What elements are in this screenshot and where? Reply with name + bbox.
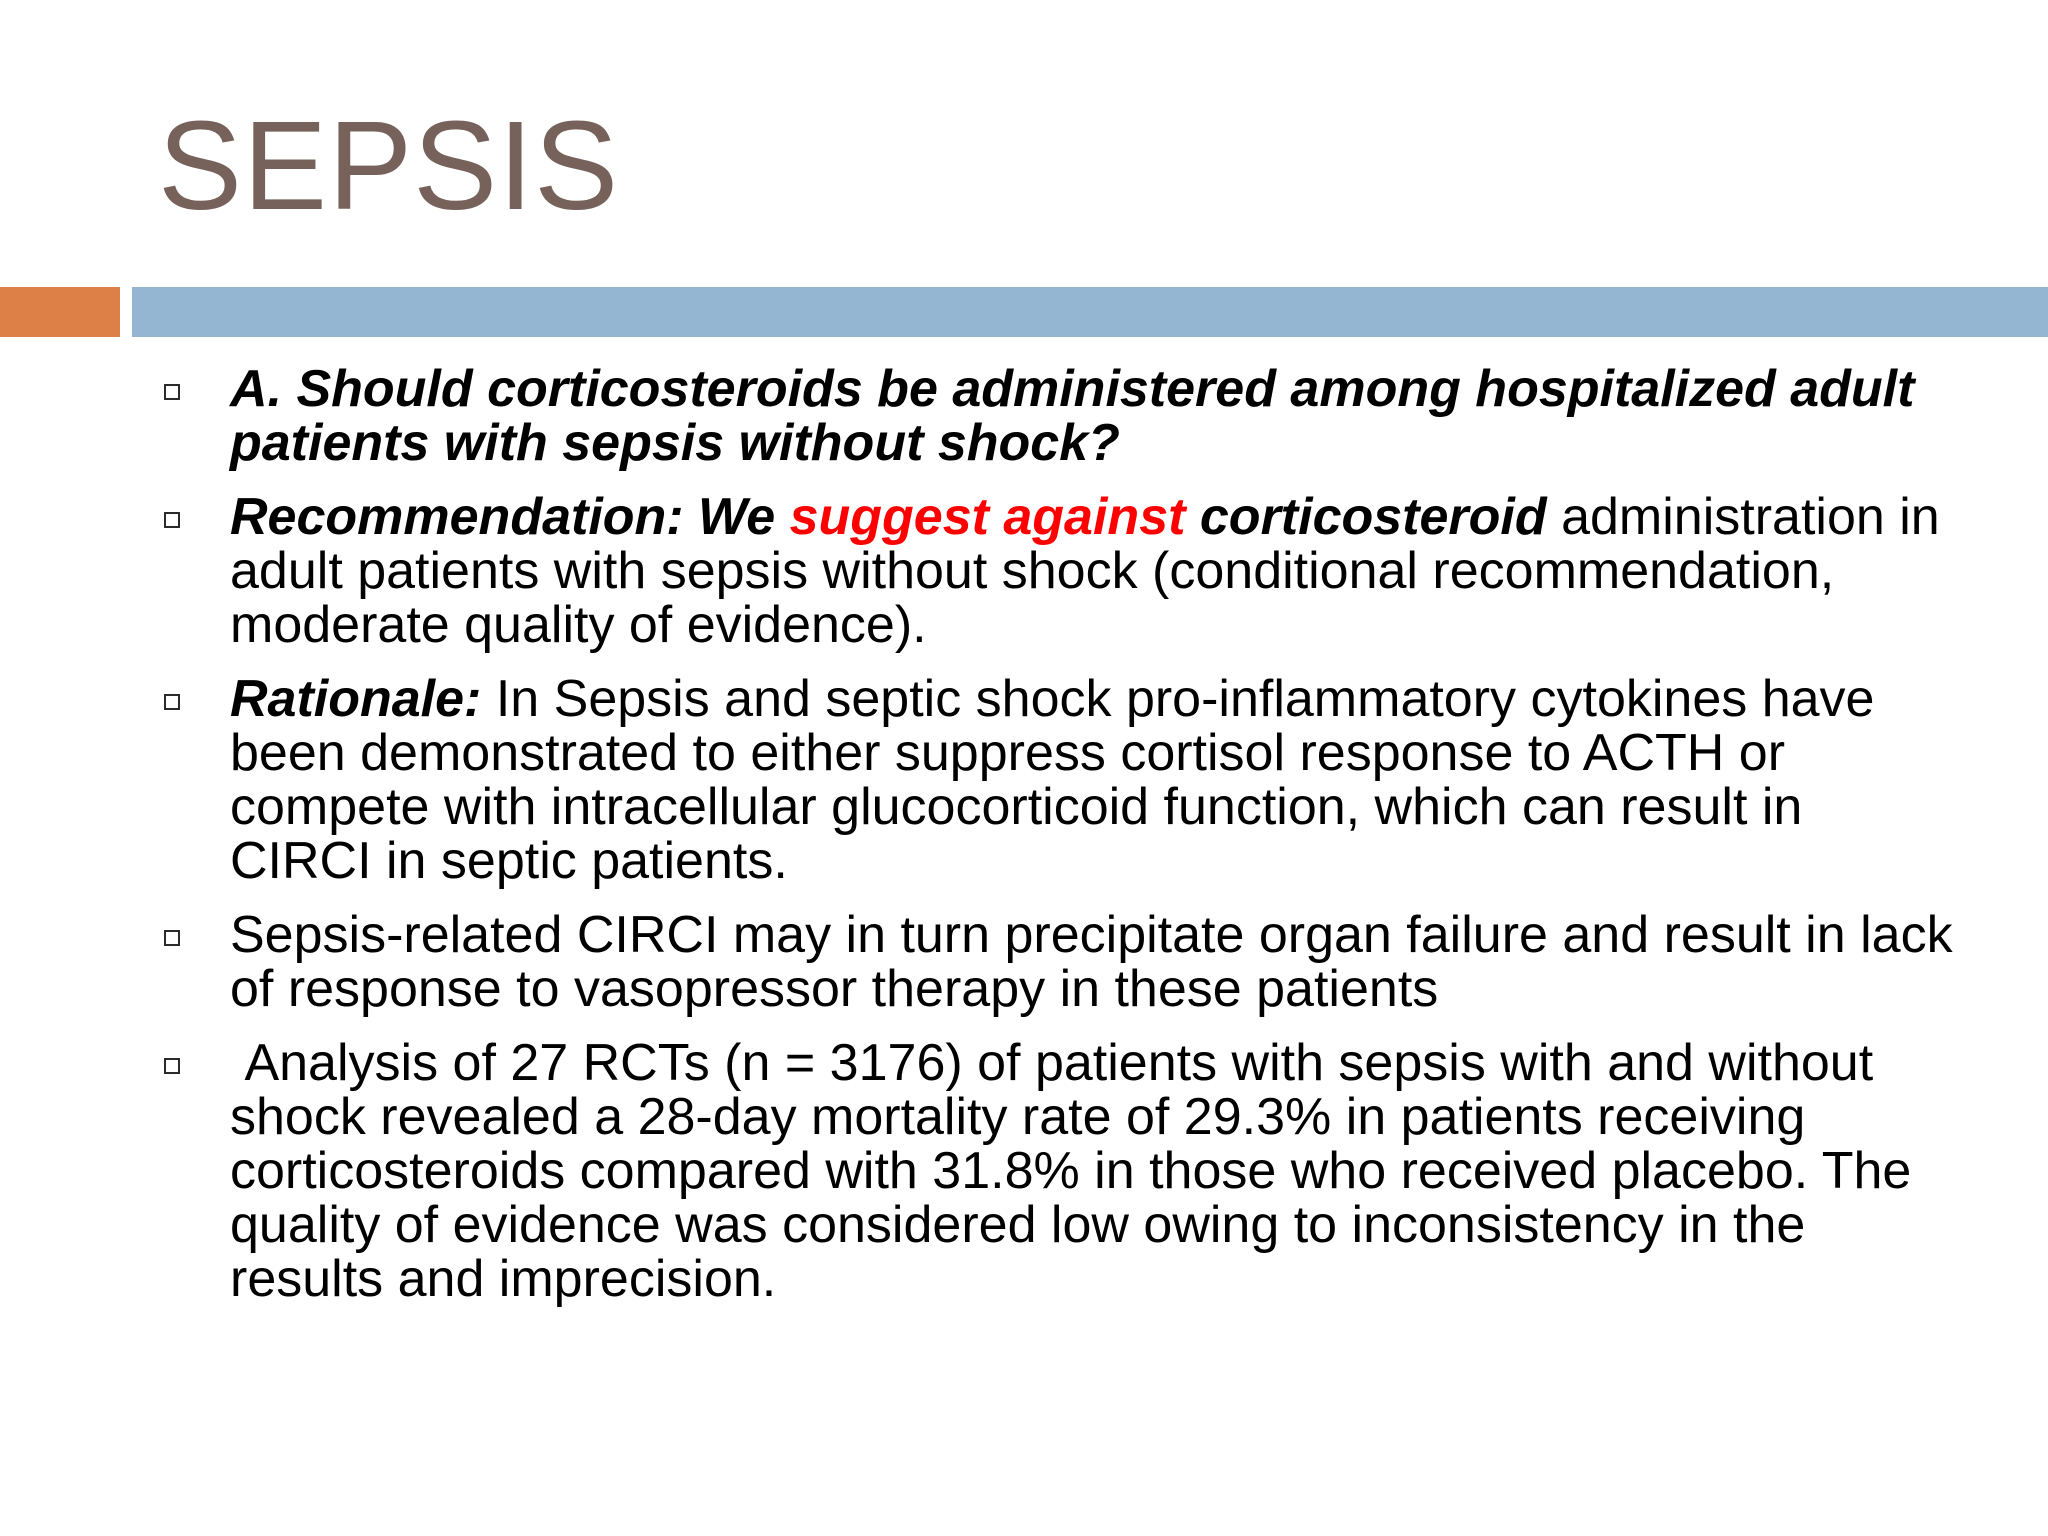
- rationale-label: Rationale:: [230, 670, 482, 728]
- bullet-recommendation: [158, 490, 1958, 652]
- question-text: A. Should corticosteroids be administered among hospitalized adult patients with sepsis without shock?: [230, 360, 1915, 472]
- circi-text: Sepsis-related CIRCI may in turn precipitate organ failure and result in lack of response to vasopressor therapy in these patients: [230, 906, 1953, 1018]
- square-bullet-icon: [164, 694, 180, 710]
- bullet-circi: [158, 908, 1958, 1016]
- accent-bar-blue: [132, 287, 2048, 337]
- bullet-rationale: [158, 672, 1958, 888]
- bullet-analysis: [158, 1036, 1958, 1306]
- recommendation-text: administration in adult patients with sepsis without shock (conditional recommendation, moderate quality of evidence).: [230, 488, 1940, 654]
- square-bullet-icon: [164, 384, 180, 400]
- rationale-text: In Sepsis and septic shock pro-inflammatory cytokines have been demonstrated to either suppress cortisol response to ACTH or compete with intracellular glucocorticoid function, which can result in CIRCI in septic patients.: [230, 670, 1875, 890]
- recommendation-label-end: corticosteroid: [1185, 488, 1547, 546]
- analysis-text: Analysis of 27 RCTs (n = 3176) of patients with sepsis with and without shock revealed a 28-day mortality rate of 29.3% in patients receiving corticosteroids compared with 31.8% in those who received placebo. The quality of evidence was considered low owing to inconsistency in the results and imprecision.: [230, 1034, 1926, 1308]
- square-bullet-icon: [164, 512, 180, 528]
- square-bullet-icon: [164, 930, 180, 946]
- bullet-question: [158, 362, 1958, 470]
- slide-title: SEPSIS: [158, 95, 620, 236]
- square-bullet-icon: [164, 1058, 180, 1074]
- accent-bar-orange: [0, 287, 120, 337]
- bullet-list: [158, 362, 1958, 1326]
- recommendation-highlight: suggest against: [789, 488, 1186, 546]
- recommendation-label: Recommendation: We: [230, 488, 790, 546]
